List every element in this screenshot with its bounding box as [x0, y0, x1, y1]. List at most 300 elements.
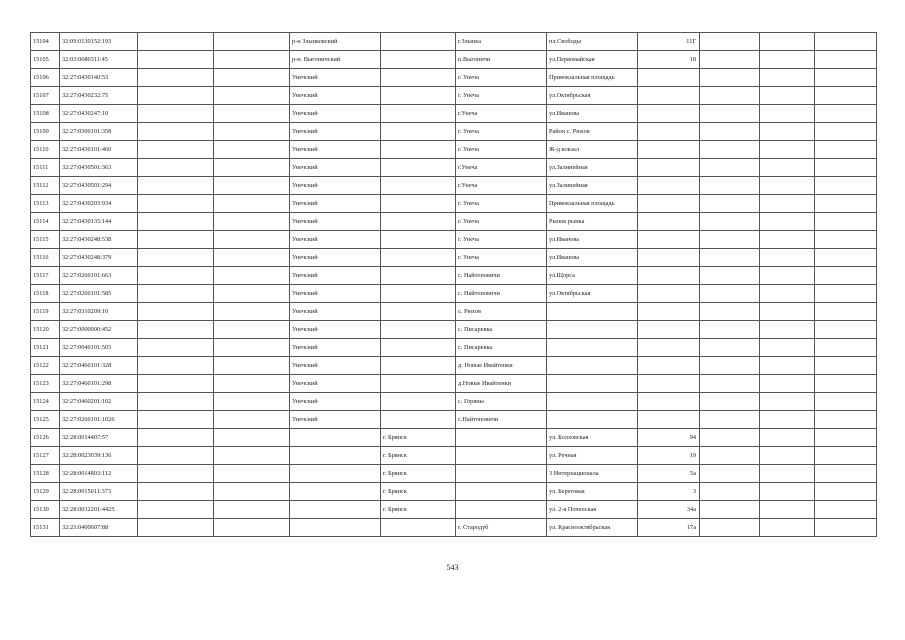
cell-city	[381, 123, 456, 141]
cell-district: Унечский	[290, 249, 381, 267]
cell-locality: г. Унеча	[456, 195, 547, 213]
cell-cadastral-number: 32:27:0430248:379	[60, 249, 138, 267]
cell-street: ул. Краснооктябрьская	[547, 519, 638, 537]
cell-street: ул. Береговая	[547, 483, 638, 501]
cell-locality	[456, 429, 547, 447]
cell-col-4	[214, 267, 290, 285]
cell-col-12	[815, 393, 877, 411]
cell-row-number: 15123	[31, 375, 60, 393]
cell-city	[381, 285, 456, 303]
cell-locality: г.Унеча	[456, 177, 547, 195]
cell-street: ул.Иванова	[547, 105, 638, 123]
cell-locality: с. Горяны	[456, 393, 547, 411]
cell-col-3	[138, 429, 214, 447]
cell-col-10	[700, 321, 760, 339]
cell-city	[381, 357, 456, 375]
cell-street: ул.Залинейная	[547, 177, 638, 195]
cell-street	[547, 339, 638, 357]
cell-col-4	[214, 429, 290, 447]
cell-cadastral-number: 32:27:0260101:585	[60, 285, 138, 303]
cell-city	[381, 177, 456, 195]
cell-locality: г. Унеча	[456, 213, 547, 231]
cell-col-4	[214, 159, 290, 177]
cell-col-12	[815, 141, 877, 159]
cell-street	[547, 393, 638, 411]
cell-row-number: 15104	[31, 33, 60, 51]
table-row	[31, 159, 877, 177]
cell-house-number	[638, 303, 700, 321]
cell-house-number	[638, 357, 700, 375]
cell-row-number: 15117	[31, 267, 60, 285]
cell-row-number: 15115	[31, 231, 60, 249]
cell-col-4	[214, 51, 290, 69]
cell-col-4	[214, 69, 290, 87]
cell-col-12	[815, 465, 877, 483]
cell-city	[381, 249, 456, 267]
cell-col-11	[760, 519, 815, 537]
table-row	[31, 375, 877, 393]
table-row	[31, 87, 877, 105]
cell-col-12	[815, 159, 877, 177]
cell-col-3	[138, 213, 214, 231]
cell-col-4	[214, 321, 290, 339]
cell-col-4	[214, 393, 290, 411]
cell-col-3	[138, 249, 214, 267]
cell-locality: п.Выгоничи	[456, 51, 547, 69]
cell-house-number: 5а	[638, 465, 700, 483]
cell-house-number	[638, 69, 700, 87]
cell-city	[381, 159, 456, 177]
cell-house-number	[638, 321, 700, 339]
cell-row-number: 15128	[31, 465, 60, 483]
cell-col-10	[700, 285, 760, 303]
cell-district	[290, 483, 381, 501]
cell-col-12	[815, 411, 877, 429]
cell-col-4	[214, 87, 290, 105]
cell-locality: г. Унеча	[456, 123, 547, 141]
table-row	[31, 429, 877, 447]
table-row	[31, 447, 877, 465]
cell-district: р-н Злынковский	[290, 33, 381, 51]
cell-district: Унечский	[290, 105, 381, 123]
cell-col-11	[760, 501, 815, 519]
cell-district: Унечский	[290, 231, 381, 249]
page-number: 543	[446, 563, 459, 572]
cell-house-number	[638, 87, 700, 105]
cell-house-number	[638, 285, 700, 303]
cell-col-4	[214, 141, 290, 159]
cell-house-number	[638, 231, 700, 249]
cell-col-10	[700, 501, 760, 519]
cell-col-12	[815, 429, 877, 447]
cell-cadastral-number: 32:28:0032201:4425	[60, 501, 138, 519]
cell-col-12	[815, 357, 877, 375]
table-row	[31, 357, 877, 375]
cell-locality	[456, 501, 547, 519]
cell-row-number: 15129	[31, 483, 60, 501]
cell-col-3	[138, 195, 214, 213]
cell-col-3	[138, 519, 214, 537]
cell-col-12	[815, 177, 877, 195]
cell-locality: г.Унеча	[456, 105, 547, 123]
cell-col-11	[760, 429, 815, 447]
cell-col-11	[760, 105, 815, 123]
cell-street	[547, 321, 638, 339]
cell-district: Унечский	[290, 87, 381, 105]
cell-district: Унечский	[290, 177, 381, 195]
cell-col-10	[700, 141, 760, 159]
cell-col-12	[815, 123, 877, 141]
cell-col-12	[815, 195, 877, 213]
cell-col-4	[214, 519, 290, 537]
cell-cadastral-number: 32:28:0023039:136	[60, 447, 138, 465]
cell-col-11	[760, 51, 815, 69]
cell-street: ул.Октябрьская	[547, 87, 638, 105]
cell-locality: г. Стародуб	[456, 519, 547, 537]
cell-cadastral-number: 32:27:0460201:102	[60, 393, 138, 411]
cell-col-3	[138, 411, 214, 429]
cell-district: Унечский	[290, 213, 381, 231]
cell-col-12	[815, 51, 877, 69]
cell-locality: с. Найтоповичи	[456, 267, 547, 285]
cell-col-3	[138, 483, 214, 501]
cell-col-11	[760, 177, 815, 195]
cell-col-10	[700, 357, 760, 375]
cell-col-4	[214, 357, 290, 375]
cell-house-number: 17а	[638, 519, 700, 537]
cell-house-number	[638, 267, 700, 285]
cell-district: Унечский	[290, 285, 381, 303]
cell-street: ул.Первомайская	[547, 51, 638, 69]
cell-cadastral-number: 32:27:0430501:363	[60, 159, 138, 177]
cell-col-3	[138, 177, 214, 195]
cell-district: Унечский	[290, 339, 381, 357]
cell-locality: г.Злынка	[456, 33, 547, 51]
cell-col-10	[700, 339, 760, 357]
cell-col-3	[138, 285, 214, 303]
cell-col-12	[815, 231, 877, 249]
cell-col-4	[214, 123, 290, 141]
cell-street: ул.Щорса	[547, 267, 638, 285]
cell-row-number: 15109	[31, 123, 60, 141]
cell-city	[381, 213, 456, 231]
cell-street: ул. Болховская	[547, 429, 638, 447]
cell-locality	[456, 465, 547, 483]
cell-locality: с.Найтоповичи	[456, 411, 547, 429]
cell-cadastral-number: 32:27:0000000:452	[60, 321, 138, 339]
cell-street	[547, 375, 638, 393]
cell-city	[381, 411, 456, 429]
cell-row-number: 15111	[31, 159, 60, 177]
cell-street: ул. Речная	[547, 447, 638, 465]
cell-col-12	[815, 519, 877, 537]
cell-street: Привокзальная площадь	[547, 195, 638, 213]
cell-locality: г. Унеча	[456, 249, 547, 267]
cell-row-number: 15122	[31, 357, 60, 375]
cell-col-3	[138, 51, 214, 69]
cell-col-3	[138, 159, 214, 177]
table-row	[31, 231, 877, 249]
cell-district: р-н. Выгоничский	[290, 51, 381, 69]
cell-col-11	[760, 213, 815, 231]
cell-locality: д.Новые Ивайтенки	[456, 375, 547, 393]
cell-row-number: 15120	[31, 321, 60, 339]
table-row	[31, 105, 877, 123]
cell-city	[381, 519, 456, 537]
cell-city	[381, 33, 456, 51]
cell-col-10	[700, 105, 760, 123]
register-table	[30, 32, 877, 537]
cell-col-10	[700, 483, 760, 501]
cell-col-10	[700, 375, 760, 393]
cell-col-11	[760, 411, 815, 429]
table-row	[31, 411, 877, 429]
cell-col-3	[138, 141, 214, 159]
cell-city	[381, 231, 456, 249]
cell-cadastral-number: 32:27:0260101:663	[60, 267, 138, 285]
cell-cadastral-number: 32:03:0680311:45	[60, 51, 138, 69]
cell-street: ул.Иванова	[547, 249, 638, 267]
cell-row-number: 15105	[31, 51, 60, 69]
table-row	[31, 51, 877, 69]
cell-district: Унечский	[290, 357, 381, 375]
cell-house-number: 34а	[638, 501, 700, 519]
cell-district	[290, 519, 381, 537]
cell-col-11	[760, 303, 815, 321]
cell-col-10	[700, 177, 760, 195]
cell-street: ул.Иванова	[547, 231, 638, 249]
cell-cadastral-number: 32:27:0260101:1026	[60, 411, 138, 429]
cell-col-10	[700, 231, 760, 249]
cell-city	[381, 51, 456, 69]
cell-col-11	[760, 321, 815, 339]
cell-col-4	[214, 249, 290, 267]
cell-street	[547, 303, 638, 321]
cell-cadastral-number: 32:27:0460101:328	[60, 357, 138, 375]
cell-col-11	[760, 159, 815, 177]
cell-col-10	[700, 69, 760, 87]
cell-col-11	[760, 465, 815, 483]
cell-house-number	[638, 411, 700, 429]
cell-col-11	[760, 195, 815, 213]
cell-city	[381, 303, 456, 321]
cell-col-11	[760, 483, 815, 501]
cell-col-10	[700, 33, 760, 51]
cell-cadastral-number: 32:27:0430140:53	[60, 69, 138, 87]
table-row	[31, 393, 877, 411]
cell-district: Унечский	[290, 159, 381, 177]
cell-locality: г. Унеча	[456, 69, 547, 87]
cell-cadastral-number: 32:09:0130152:193	[60, 33, 138, 51]
cell-cadastral-number: 32:23:0400607:88	[60, 519, 138, 537]
cell-col-3	[138, 303, 214, 321]
cell-district: Унечский	[290, 393, 381, 411]
cell-col-3	[138, 339, 214, 357]
cell-col-4	[214, 411, 290, 429]
cell-col-12	[815, 375, 877, 393]
cell-col-10	[700, 159, 760, 177]
cell-row-number: 15118	[31, 285, 60, 303]
cell-street: ул. 2-я Почепская	[547, 501, 638, 519]
cell-col-3	[138, 87, 214, 105]
cell-locality: г. Унеча	[456, 141, 547, 159]
cell-district: Унечский	[290, 195, 381, 213]
cell-city: г. Брянск	[381, 501, 456, 519]
cell-district	[290, 465, 381, 483]
cell-cadastral-number: 32:27:0460101:298	[60, 375, 138, 393]
cell-col-12	[815, 249, 877, 267]
cell-locality: с. Найтоповичи	[456, 285, 547, 303]
table-row	[31, 213, 877, 231]
table-row	[31, 285, 877, 303]
cell-row-number: 15125	[31, 411, 60, 429]
cell-col-12	[815, 321, 877, 339]
table-row	[31, 519, 877, 537]
table-row	[31, 465, 877, 483]
cell-row-number: 15113	[31, 195, 60, 213]
cell-cadastral-number: 32:28:0015011:373	[60, 483, 138, 501]
cell-house-number	[638, 375, 700, 393]
cell-row-number: 15116	[31, 249, 60, 267]
table-row	[31, 69, 877, 87]
cell-col-11	[760, 393, 815, 411]
cell-house-number: 11Г	[638, 33, 700, 51]
cell-cadastral-number: 32:27:0310209:10	[60, 303, 138, 321]
table-row	[31, 267, 877, 285]
cell-col-12	[815, 483, 877, 501]
cell-col-11	[760, 141, 815, 159]
cell-house-number	[638, 339, 700, 357]
cell-city	[381, 105, 456, 123]
cell-col-11	[760, 285, 815, 303]
cell-city	[381, 339, 456, 357]
cell-col-3	[138, 321, 214, 339]
cell-col-10	[700, 447, 760, 465]
cell-cadastral-number: 32:27:0430501:294	[60, 177, 138, 195]
cell-col-10	[700, 303, 760, 321]
cell-city	[381, 69, 456, 87]
cell-cadastral-number: 32:27:0430247:10	[60, 105, 138, 123]
cell-house-number: 18	[638, 51, 700, 69]
cell-row-number: 15112	[31, 177, 60, 195]
cell-house-number: 19	[638, 447, 700, 465]
cell-city	[381, 87, 456, 105]
cell-city	[381, 375, 456, 393]
cell-col-12	[815, 213, 877, 231]
cell-col-4	[214, 285, 290, 303]
cell-cadastral-number: 32:27:0040101:503	[60, 339, 138, 357]
cell-row-number: 15130	[31, 501, 60, 519]
cell-col-4	[214, 465, 290, 483]
cell-house-number	[638, 393, 700, 411]
table-row	[31, 303, 877, 321]
cell-row-number: 15107	[31, 87, 60, 105]
cell-col-3	[138, 69, 214, 87]
cell-street: ул.Октябрьская	[547, 285, 638, 303]
cell-cadastral-number: 32:27:0430232:75	[60, 87, 138, 105]
cell-district: Унечский	[290, 123, 381, 141]
cell-cadastral-number: 32:27:0430135:144	[60, 213, 138, 231]
cell-city: г. Брянск	[381, 429, 456, 447]
cell-street: пл.Свободы	[547, 33, 638, 51]
cell-col-12	[815, 105, 877, 123]
cell-district	[290, 447, 381, 465]
cell-row-number: 15121	[31, 339, 60, 357]
cell-row-number: 15106	[31, 69, 60, 87]
cell-col-4	[214, 105, 290, 123]
cell-col-4	[214, 213, 290, 231]
cell-street	[547, 411, 638, 429]
cell-street: 3 Интернационала	[547, 465, 638, 483]
cell-col-4	[214, 303, 290, 321]
cell-col-3	[138, 465, 214, 483]
cell-col-4	[214, 231, 290, 249]
table-row	[31, 501, 877, 519]
cell-col-10	[700, 267, 760, 285]
cell-locality: д. Новые Ивайтенки	[456, 357, 547, 375]
cell-col-11	[760, 123, 815, 141]
cell-district: Унечский	[290, 141, 381, 159]
cell-col-3	[138, 231, 214, 249]
cell-district: Унечский	[290, 69, 381, 87]
cell-col-3	[138, 267, 214, 285]
cell-city	[381, 141, 456, 159]
cell-street	[547, 357, 638, 375]
cell-col-10	[700, 465, 760, 483]
cell-row-number: 15114	[31, 213, 60, 231]
cell-house-number	[638, 105, 700, 123]
cell-district	[290, 429, 381, 447]
cell-col-11	[760, 87, 815, 105]
cell-house-number	[638, 123, 700, 141]
cell-col-11	[760, 339, 815, 357]
cell-cadastral-number: 32:27:0430101:460	[60, 141, 138, 159]
cell-col-11	[760, 447, 815, 465]
cell-col-11	[760, 375, 815, 393]
table-row	[31, 339, 877, 357]
cell-col-4	[214, 339, 290, 357]
cell-locality: г. Унеча	[456, 87, 547, 105]
cell-col-10	[700, 429, 760, 447]
cell-row-number: 15124	[31, 393, 60, 411]
table-row	[31, 195, 877, 213]
cell-col-10	[700, 249, 760, 267]
cell-col-3	[138, 501, 214, 519]
cell-col-11	[760, 69, 815, 87]
cell-cadastral-number: 32:27:0430203:934	[60, 195, 138, 213]
cell-col-3	[138, 123, 214, 141]
cell-col-11	[760, 231, 815, 249]
cell-col-4	[214, 33, 290, 51]
cell-col-3	[138, 33, 214, 51]
table-row	[31, 483, 877, 501]
cell-col-12	[815, 87, 877, 105]
cell-col-12	[815, 303, 877, 321]
cell-house-number	[638, 141, 700, 159]
cell-col-4	[214, 483, 290, 501]
cell-col-4	[214, 447, 290, 465]
cell-row-number: 15110	[31, 141, 60, 159]
cell-city: г. Брянск	[381, 483, 456, 501]
cell-street: Район с. Рюхов	[547, 123, 638, 141]
cell-col-4	[214, 501, 290, 519]
cell-col-3	[138, 105, 214, 123]
cell-street: ул.Залинейная	[547, 159, 638, 177]
cell-cadastral-number: 32:28:0014407:57	[60, 429, 138, 447]
cell-row-number: 15131	[31, 519, 60, 537]
cell-cadastral-number: 32:27:0300101:358	[60, 123, 138, 141]
cell-col-12	[815, 69, 877, 87]
